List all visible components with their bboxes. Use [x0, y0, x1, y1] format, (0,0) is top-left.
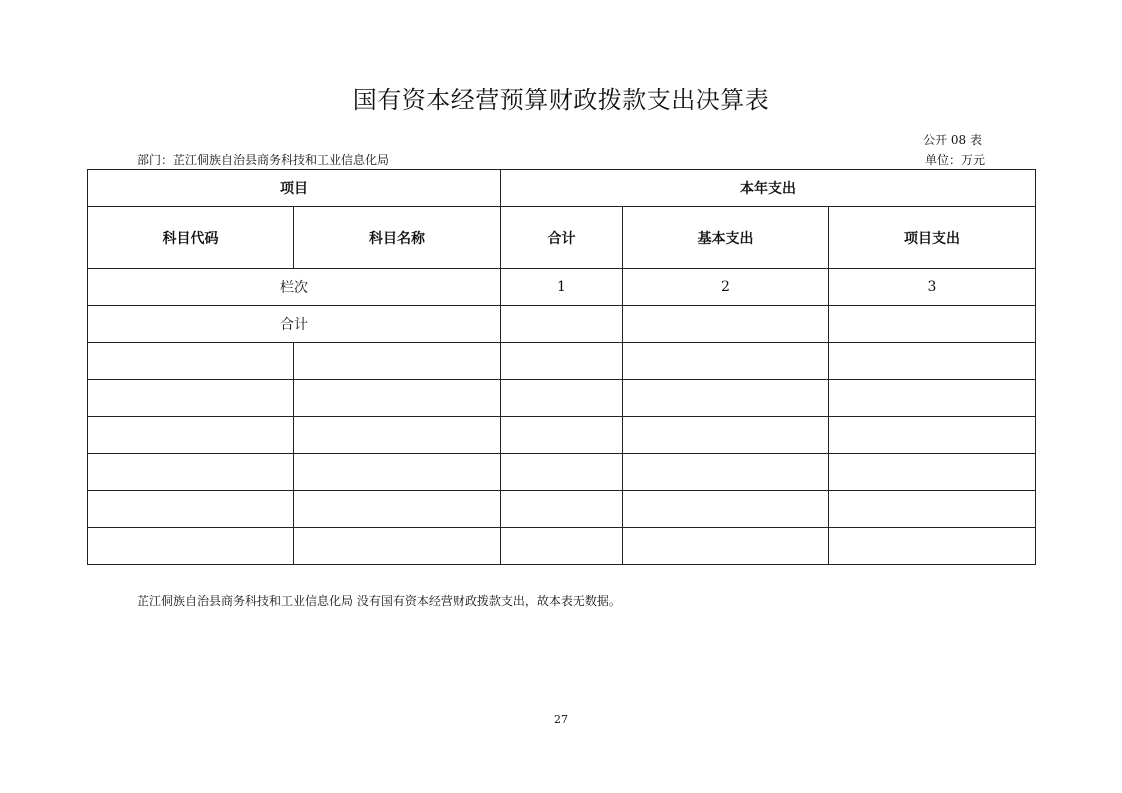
table-cell — [88, 454, 294, 491]
department-label: 部门：芷江侗族自治县商务科技和工业信息化局 — [137, 153, 390, 167]
no-data-note: 芷江侗族自治县商务科技和工业信息化局 没有国有资本经营财政拨款支出，故本表无数据。 — [137, 594, 621, 608]
table-row — [88, 454, 1036, 491]
table-cell — [501, 380, 623, 417]
table-cell — [501, 417, 623, 454]
total-label: 合计 — [88, 306, 501, 343]
form-number: 公开 08 表 — [923, 133, 982, 147]
table-cell — [829, 528, 1036, 565]
table-cell — [294, 528, 501, 565]
table-cell — [623, 454, 829, 491]
table-cell — [501, 454, 623, 491]
column-index-label: 栏次 — [88, 269, 501, 306]
column-index-row — [88, 269, 1036, 306]
table-row — [88, 380, 1036, 417]
table-cell — [623, 380, 829, 417]
table-cell — [623, 417, 829, 454]
table-header-group-row — [88, 170, 1036, 207]
table-cell — [294, 491, 501, 528]
table-cell — [501, 528, 623, 565]
table-cell — [501, 491, 623, 528]
table-cell — [501, 343, 623, 380]
table-cell — [294, 454, 501, 491]
column-header-project-expenditure: 项目支出 — [829, 207, 1036, 269]
document-title: 国有资本经营预算财政拨款支出决算表 — [352, 86, 770, 114]
column-index-1: 1 — [501, 269, 623, 306]
column-index-3: 3 — [829, 269, 1036, 306]
total-cell — [501, 306, 623, 343]
unit-label: 单位：万元 — [924, 153, 985, 167]
table-cell — [829, 454, 1036, 491]
table-cell — [829, 417, 1036, 454]
table-cell — [88, 528, 294, 565]
column-header-subject-name: 科目名称 — [294, 207, 501, 269]
table-cell — [88, 343, 294, 380]
table-cell — [294, 343, 501, 380]
column-header-total: 合计 — [501, 207, 623, 269]
column-header-subject-code: 科目代码 — [88, 207, 294, 269]
table-header-row — [88, 207, 1036, 269]
table-row — [88, 417, 1036, 454]
table-cell — [623, 491, 829, 528]
table-cell — [294, 417, 501, 454]
table-cell — [829, 491, 1036, 528]
budget-table — [87, 169, 1036, 565]
table-row — [88, 528, 1036, 565]
header-group-item: 项目 — [88, 170, 501, 207]
table-cell — [88, 491, 294, 528]
total-row — [88, 306, 1036, 343]
total-project-cell — [829, 306, 1036, 343]
table-cell — [88, 417, 294, 454]
table-cell — [88, 380, 294, 417]
table-row — [88, 491, 1036, 528]
header-group-expenditure: 本年支出 — [501, 170, 1036, 207]
table-cell — [294, 380, 501, 417]
table-cell — [829, 343, 1036, 380]
table-row — [88, 343, 1036, 380]
table-cell — [829, 380, 1036, 417]
page-number: 27 — [554, 713, 568, 726]
table-cell — [623, 528, 829, 565]
table-cell — [623, 343, 829, 380]
total-basic-cell — [623, 306, 829, 343]
column-header-basic-expenditure: 基本支出 — [623, 207, 829, 269]
column-index-2: 2 — [623, 269, 829, 306]
